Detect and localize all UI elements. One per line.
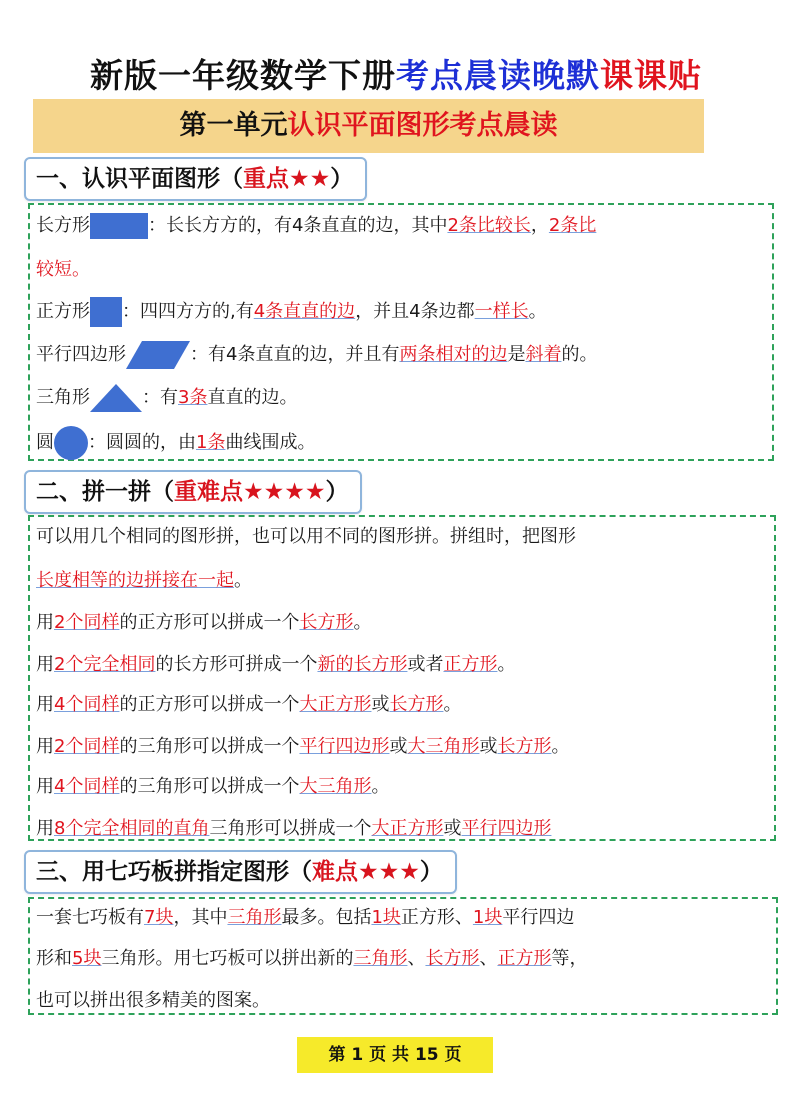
highlight-text: 三角形 <box>353 948 408 969</box>
section1-heading-main: 一、认识平面图形（ <box>36 166 243 192</box>
title-black: 新版一年级数学下册 <box>90 56 396 95</box>
section2-line <box>36 772 389 798</box>
plain-text: 等， <box>551 948 588 969</box>
plain-text: 正方形、 <box>400 907 473 928</box>
highlight-text: 大正方形 <box>371 818 444 839</box>
parallelogram-desc-a: ：有4条直直的边，并且有 <box>190 344 400 365</box>
title-blue: 考点晨读晚默 <box>396 56 600 95</box>
plain-text: 用 <box>36 776 54 797</box>
rectangle-desc-b: 2条比较长 <box>447 215 531 236</box>
plain-text: 或 <box>389 736 408 757</box>
section2-intro-2 <box>36 566 252 592</box>
section3-line <box>36 986 270 1012</box>
rectangle-desc-c: ， <box>530 215 549 236</box>
highlight-text: 2个同样 <box>54 736 120 757</box>
highlight-text: 大三角形 <box>299 776 372 797</box>
square-shape-icon <box>90 297 122 327</box>
section2-line <box>36 650 515 676</box>
section1-box <box>28 203 774 461</box>
section2-heading <box>24 470 362 514</box>
highlight-text: 1块 <box>371 907 401 928</box>
square-line <box>36 297 547 327</box>
circle-desc-c: 曲线围成。 <box>225 432 316 453</box>
plain-text: 、 <box>407 948 426 969</box>
section1-heading-end: ） <box>330 166 354 192</box>
plain-text: 、 <box>479 948 498 969</box>
section3-heading-red: 难点★★★ <box>312 859 420 885</box>
triangle-name: 三角形 <box>36 387 90 408</box>
plain-text: 的三角形可以拼成一个 <box>119 736 300 757</box>
plain-text: 用 <box>36 736 54 757</box>
section2-heading-red: 重难点★★★★ <box>174 479 326 505</box>
highlight-text: 2个完全相同 <box>54 654 156 675</box>
square-desc-d: 一样长 <box>474 301 529 322</box>
parallelogram-line <box>36 340 597 370</box>
triangle-desc-c: 直直的边。 <box>207 387 298 408</box>
parallelogram-name: 平行四边形 <box>36 344 126 365</box>
parallelogram-desc-d: 斜着 <box>525 344 562 365</box>
highlight-text: 大正方形 <box>299 694 372 715</box>
section3-line <box>36 903 574 929</box>
highlight-text: 平行四边形 <box>461 818 552 839</box>
parallelogram-shape-icon <box>126 340 190 370</box>
triangle-desc-b: 3条 <box>178 387 208 408</box>
square-desc-a: ：四四方方的,有 <box>122 301 254 322</box>
square-desc-c: ，并且4条边都 <box>355 301 475 322</box>
circle-line <box>36 426 315 460</box>
plain-text: 。 <box>371 776 390 797</box>
section3-heading-main: 三、用七巧板拼指定图形（ <box>36 859 312 885</box>
highlight-text: 正方形 <box>443 654 498 675</box>
section2-line <box>36 814 551 840</box>
plain-text: ，其中 <box>173 907 228 928</box>
rectangle-name: 长方形 <box>36 215 90 236</box>
page-title <box>0 50 792 97</box>
section3-heading <box>24 850 457 894</box>
plain-text: 或者 <box>407 654 444 675</box>
plain-text: 或 <box>443 818 462 839</box>
highlight-text: 长方形 <box>299 612 354 633</box>
parallelogram-desc-c: 是 <box>507 344 526 365</box>
plain-text: 平行四边 <box>502 907 575 928</box>
square-desc-b: 4条直直的边 <box>253 301 356 322</box>
title-red: 课课贴 <box>600 56 702 95</box>
section2-intro-1: 可以用几个相同的图形拼，也可以用不同的图形拼。拼组时，把图形 <box>36 526 576 547</box>
triangle-line <box>36 383 297 413</box>
rectangle-line2: 较短。 <box>36 259 90 280</box>
unit-banner <box>33 99 704 153</box>
banner-red: 认识平面图形考点晨读 <box>287 110 558 141</box>
rectangle-desc-d: 2条比 <box>548 215 597 236</box>
highlight-text: 长方形 <box>497 736 552 757</box>
circle-desc-a: ：圆圆的，由 <box>88 432 196 453</box>
section2-intro-2-red: 长度相等的边拼接在一起 <box>36 570 234 591</box>
highlight-text: 2个同样 <box>54 612 120 633</box>
highlight-text: 1块 <box>472 907 503 928</box>
plain-text: 。 <box>443 694 462 715</box>
plain-text: 。 <box>497 654 516 675</box>
plain-text: 的三角形可以拼成一个 <box>119 776 300 797</box>
plain-text: 的正方形可以拼成一个 <box>119 612 300 633</box>
plain-text: 用 <box>36 612 54 633</box>
section1-heading-red: 重点★★ <box>243 166 331 192</box>
highlight-text: 8个完全相同的直角 <box>54 818 210 839</box>
circle-name: 圆 <box>36 432 54 453</box>
section2-line <box>36 608 371 634</box>
section2-heading-main: 二、拼一拼（ <box>36 479 174 505</box>
triangle-desc-a: ：有 <box>142 387 178 408</box>
section3-heading-end: ） <box>419 859 443 885</box>
section1-heading <box>24 157 367 201</box>
plain-text: 最多。包括 <box>281 907 372 928</box>
circle-desc-b: 1条 <box>196 432 226 453</box>
plain-text: 用 <box>36 818 54 839</box>
banner-black: 第一单元 <box>179 110 288 141</box>
highlight-text: 7块 <box>144 907 174 928</box>
circle-shape-icon <box>54 426 88 460</box>
plain-text: 形和 <box>36 948 72 969</box>
highlight-text: 长方形 <box>389 694 444 715</box>
plain-text: 。 <box>551 736 570 757</box>
section2-line <box>36 732 569 758</box>
highlight-text: 长方形 <box>425 948 480 969</box>
square-desc-e: 。 <box>528 301 547 322</box>
rectangle-desc-a: ：长长方方的，有4条直直的边，其中 <box>148 215 448 236</box>
highlight-text: 4个同样 <box>54 776 120 797</box>
plain-text: 三角形。用七巧板可以拼出新的 <box>101 948 354 969</box>
highlight-text: 新的长方形 <box>317 654 408 675</box>
page-number-label: 第 1 页 共 15 页 <box>297 1037 493 1073</box>
highlight-text: 大三角形 <box>407 736 480 757</box>
plain-text: 。 <box>353 612 372 633</box>
rectangle-shape-icon <box>90 213 148 239</box>
plain-text: 用 <box>36 694 54 715</box>
plain-text: 一套七巧板有 <box>36 907 144 928</box>
triangle-shape-icon <box>90 383 142 413</box>
plain-text: 用 <box>36 654 54 675</box>
plain-text: 也可以拼出很多精美的图案。 <box>36 990 270 1011</box>
square-name: 正方形 <box>36 301 90 322</box>
section2-intro-2-end: 。 <box>234 570 252 591</box>
parallelogram-desc-e: 的。 <box>561 344 598 365</box>
highlight-text: 三角形 <box>227 907 282 928</box>
section3-line <box>36 944 587 970</box>
highlight-text: 正方形 <box>497 948 552 969</box>
highlight-text: 4个同样 <box>54 694 120 715</box>
plain-text: 的正方形可以拼成一个 <box>119 694 300 715</box>
section2-heading-end: ） <box>325 479 349 505</box>
highlight-text: 5块 <box>72 948 102 969</box>
plain-text: 的长方形可拼成一个 <box>155 654 318 675</box>
rectangle-line <box>36 211 596 239</box>
plain-text: 或 <box>371 694 390 715</box>
plain-text: 三角形可以拼成一个 <box>209 818 372 839</box>
highlight-text: 平行四边形 <box>299 736 390 757</box>
parallelogram-desc-b: 两条相对的边 <box>399 344 508 365</box>
section2-line <box>36 690 461 716</box>
plain-text: 或 <box>479 736 498 757</box>
